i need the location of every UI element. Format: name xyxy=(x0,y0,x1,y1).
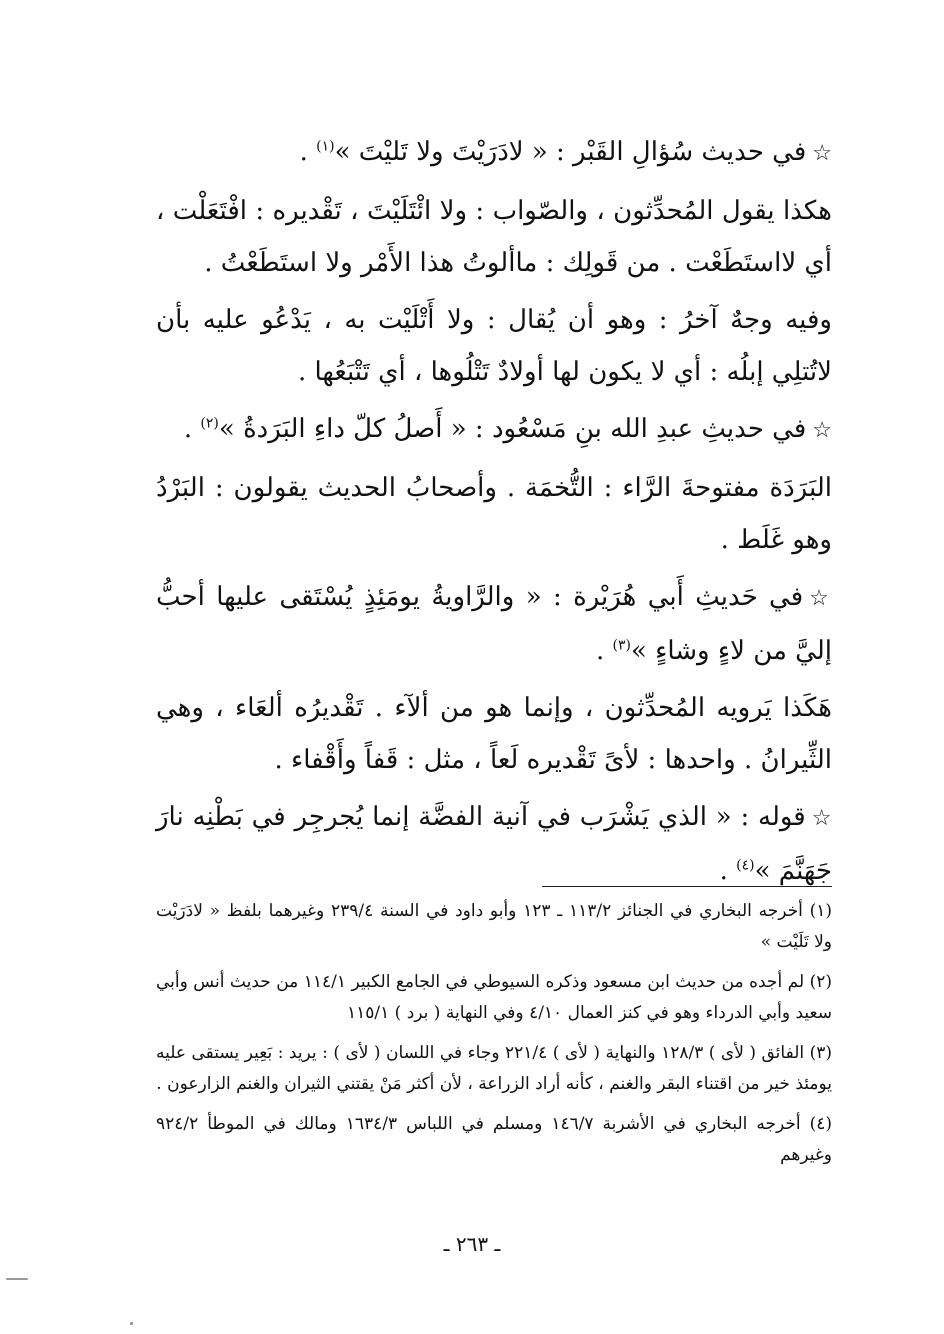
paragraph-text: هكذا يقول المُحدِّثون ، والصّواب : ولا ائْتَلَيْتَ ، تَقْديره : افْتَعَلْت ، أي لااستَطَعْت . من قَولِك : ماألوتُ هذا الأَمْر ولا استَطَعْتُ . xyxy=(156,196,832,278)
paragraph-text: قوله : « الذي يَشْرَب في آنية الفضَّة إنما يُجرجِر في بَطْنِه نارَ جَهَنَّمَ » xyxy=(156,802,832,886)
footnote-ref: (٢) xyxy=(200,415,219,432)
paragraph-text: في حديثِ عبدِ الله بنِ مَسْعُود : « أَصلُ كلّ داءِ البَرَدةُ » xyxy=(218,414,807,444)
paragraph xyxy=(156,571,832,677)
paragraph-end: . xyxy=(183,414,201,444)
scan-speck xyxy=(6,1278,28,1280)
paragraph-end: . xyxy=(299,137,317,167)
paragraph xyxy=(156,682,832,786)
paragraph xyxy=(156,791,832,897)
paragraph-end: . xyxy=(719,856,737,886)
star-marker: ☆ xyxy=(811,806,832,831)
paragraph xyxy=(156,185,832,289)
paragraph xyxy=(156,294,832,398)
paragraph-text: البَرَدَة مفتوحةَ الرَّاء : التُّخمَة . وأصحابُ الحديث يقولون : البَرْدُ وهو غَلَط . xyxy=(156,473,832,555)
paragraph xyxy=(156,126,832,180)
star-marker: ☆ xyxy=(812,141,832,166)
footnote: (١) أخرجه البخاري في الجنائز ١١٣/٢ ـ ١٢٣ وأبو داود في السنة ٢٣٩/٤ وغيرهما بلفظ « لادَرَيْت ولا تَلَيْت » xyxy=(156,901,832,952)
footnotes xyxy=(156,896,832,1180)
footnote: (٤) أخرجه البخاري في الأشربة ١٤٦/٧ ومسلم في اللباس ١٦٣٤/٣ ومالك في الموطأ ٩٢٤/٢ وغيرهم xyxy=(156,1114,832,1165)
paragraph xyxy=(156,462,832,566)
footnote-separator xyxy=(542,886,832,887)
star-marker: ☆ xyxy=(809,586,832,611)
footnote-ref: (٣) xyxy=(612,637,631,654)
paragraph-text: وفيه وجهٌ آخرُ : وهو أن يُقال : ولا أَتْلَيْت به ، يَدْعُو عليه بأن لاتُتلِي إبلُه : أي لا يكون لها أولادٌ تَتْلُوها ، أي تَتْبَعُها . xyxy=(156,305,832,387)
footnote-ref: (١) xyxy=(316,138,335,155)
paragraph-text: في حديث سُؤالِ القَبْر : « لادَرَيْتَ ولا تَليْتَ » xyxy=(334,137,807,167)
paragraph-text: هَكَذا يَرويه المُحدِّثون ، وإنما هو من ألآء . تَقْديرُه ألعَاء ، وهي الثِّيرانُ . واحدها : لأىً تَقْديره لَعاً ، مثل : قَفاً وأَقْفاء . xyxy=(156,693,832,775)
main-text xyxy=(156,126,832,902)
paragraph xyxy=(156,403,832,457)
scan-speck xyxy=(130,1322,133,1325)
star-marker: ☆ xyxy=(812,418,832,443)
footnote-ref: (٤) xyxy=(736,857,755,874)
footnote: (٣) الفائق ( لأى ) ١٢٨/٣ والنهاية ( لأى ) ٢٢١/٤ وجاء في اللسان ( لأى ) : يريد : بَعِير يستقى عليه يومئذ خير من اقتناء البقر والغنم ، كأنه أراد الزراعة ، لأن أكثر مَنْ يقتني الثيران والغنم الزارعون . xyxy=(156,1043,832,1094)
footnote: (٢) لم أجده من حديث ابن مسعود وذكره السيوطي في الجامع الكبير ١١٤/١ من حديث أنس وأبي سعيد وأبي الدرداء وهو في كنز العمال ٤/١٠ وفي النهاية ( برد ) ١١٥/١ xyxy=(156,972,833,1023)
paragraph-end: . xyxy=(595,636,613,666)
page-number: ـ ٢٦٣ ـ xyxy=(443,1232,501,1256)
paragraph-text: في حَديثِ أَبي هُرَيْرة : « والرَّاويةُ يومَئِذٍ يُسْتَقى عليها أحبُّ إليَّ من لاءٍ وشاءٍ » xyxy=(156,582,832,666)
